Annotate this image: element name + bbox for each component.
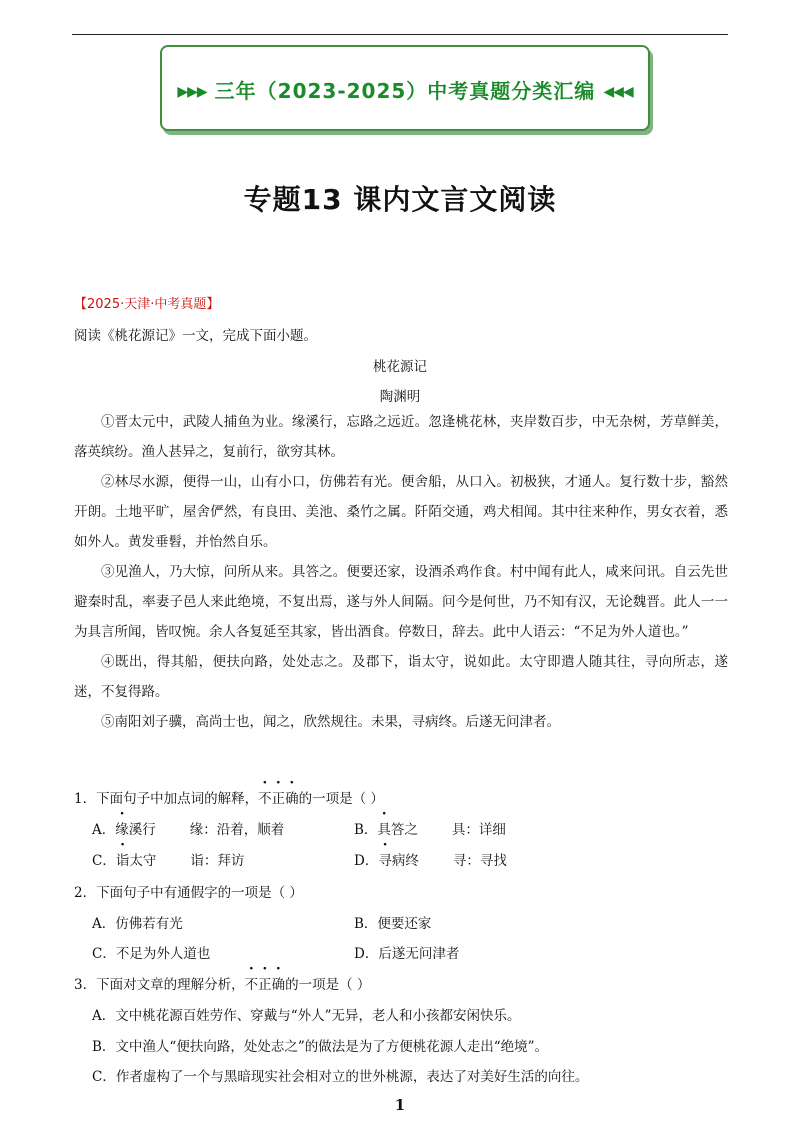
text-title: 桃花源记 [373, 359, 427, 375]
question-2-stem: 2．下面句子中有通假字的一项是（ ） [74, 885, 303, 901]
intro-text: 阅读《桃花源记》一文，完成下面小题。 [74, 328, 317, 344]
passage-paragraph: ④既出，得其船，便扶向路，处处志之。及郡下，诣太守，说如此。太守即遣人随其往，寻向所志，遂迷，不复得路。 [74, 654, 728, 700]
header-rule [72, 34, 728, 35]
dotted-emphasis: 不正确 [244, 977, 286, 993]
page-title: 专题13 课内文言文阅读 [243, 183, 557, 216]
passage-paragraph: ③见渔人，乃大惊，问所从来。具答之。便要还家，设酒杀鸡作食。村中闻有此人，咸来问讯。自云先世避秦时乱，率妻子邑人来此绝境，不复出焉，遂与外人间隔。问今是何世，乃不知有汉，无论魏晋。此人一一为具言所闻，皆叹惋。余人各复延至其家，皆出酒食。停数日，辞去。此中人语云：“不足为外人道也。” [74, 564, 728, 640]
passage-paragraph: ②林尽水源，便得一山，山有小口，仿佛若有光。便舍船，从口入。初极狭，才通人。复行数十步，豁然开朗。土地平旷，屋舍俨然，有良田、美池、桑竹之属。阡陌交通，鸡犬相闻。其中往来种作，男女衣着，悉如外人。黄发垂髫，并怡然自乐。 [74, 474, 728, 550]
question-1-option-d: D．寻病终 寻：寻找 [354, 853, 507, 869]
banner-arrows-left-icon: ▶▶▶ [177, 84, 207, 100]
question-2-option-d: D．后遂无问津者 [354, 946, 460, 962]
dotted-emphasis: 不正确 [258, 791, 299, 807]
question-2-option-c: C．不足为外人道也 [92, 946, 211, 962]
banner-text: 三年（2023-2025）中考真题分类汇编 [214, 79, 596, 103]
question-3-option-a: A．文中桃花源百姓劳作、穿戴与“外人”无异，老人和小孩都安闲快乐。 [92, 1008, 521, 1024]
question-1-option-c: C．诣太守 诣：拜访 [92, 853, 245, 869]
question-1-option-a: A．缘溪行 缘：沿着，顺着 [92, 822, 285, 838]
question-2-option-a: A．仿佛若有光 [92, 916, 183, 932]
passage [74, 407, 728, 737]
question-1-option-b: B．具答之 具：详细 [354, 822, 506, 838]
series-banner [160, 45, 650, 131]
source-tag: 【2025·天津·中考真题】 [74, 297, 220, 312]
page-number: 1 [394, 1096, 406, 1114]
question-1-stem: 1．下面句子中加点词的解释，不正确的一项是（ ） [74, 791, 384, 807]
question-2-option-b: B．便要还家 [354, 916, 432, 932]
passage-paragraph: ⑤南阳刘子骥，高尚士也，闻之，欣然规往。未果，寻病终。后遂无问津者。 [101, 714, 560, 730]
text-author: 陶渊明 [379, 389, 421, 405]
question-3-option-c: C．作者虚构了一个与黑暗现实社会相对立的世外桃源，表达了对美好生活的向往。 [92, 1069, 589, 1085]
passage-paragraph: ①晋太元中，武陵人捕鱼为业。缘溪行，忘路之远近。忽逢桃花林，夹岸数百步，中无杂树，芳草鲜美，落英缤纷。渔人甚异之，复前行，欲穷其林。 [74, 414, 728, 460]
banner-arrows-right-icon: ◀◀◀ [603, 84, 633, 100]
question-3-option-b: B．文中渔人“便扶向路，处处志之”的做法是为了方便桃花源人走出“绝境”。 [92, 1039, 549, 1055]
question-3-stem: 3．下面对文章的理解分析，不正确的一项是（ ） [74, 977, 371, 993]
